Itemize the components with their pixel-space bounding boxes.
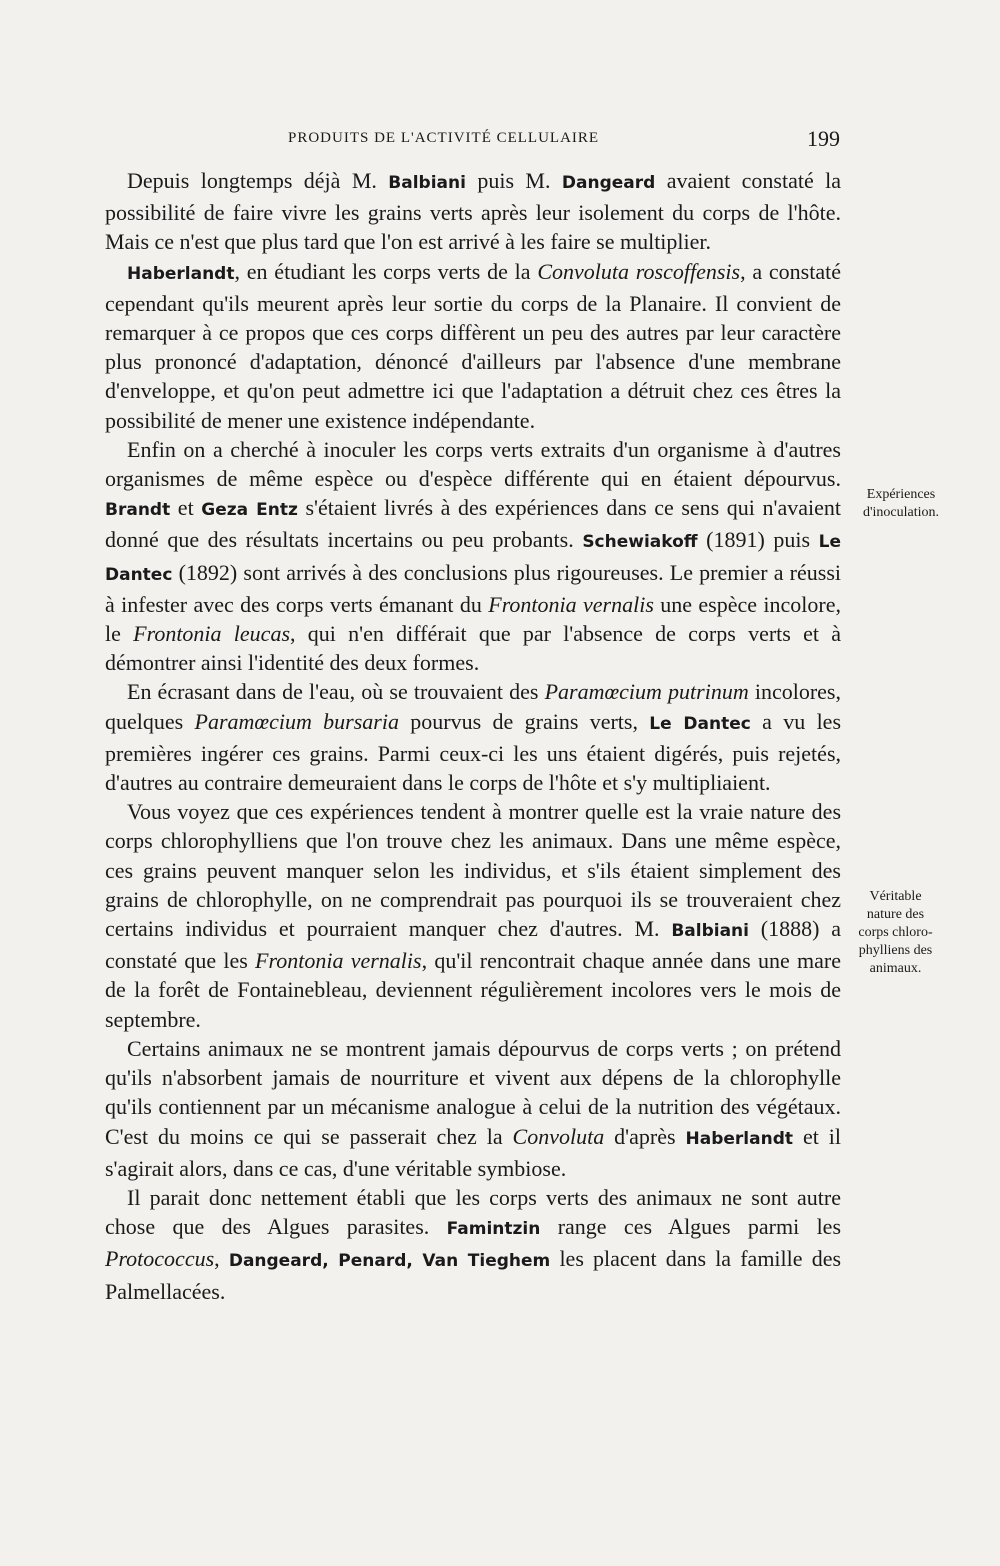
paragraph [105,677,841,797]
margin-note-line: phylliens des [858,943,933,958]
author-name: Famintzin [446,1219,541,1240]
text-run: Vous voyez que ces expériences tendent à montrer quelle est la vraie nature des corps chlorophylliens que l'on trouve chez les animaux. Dans une même espèce, ces grains peuvent manquer selon les individus, et s'ils étaient simplement des grains de chlorophylle, on ne comprendrait pas pourquoi ils se trouveraient chez certains individus et pourraient manquer chez d'autres. M. [105,799,841,942]
author-name: Le Dantec [105,532,842,585]
text-run: , qu'il rencontrait chaque année dans une mare de la forêt de Fontainebleau, deviennent régulièrement incolores vers le mois de septembre. [105,948,841,1032]
species-name: Protococcus [105,1246,215,1272]
text-run: avaient constaté la possibilité de faire vivre les grains verts après leur isolement du corps de l'hôte. Mais ce n'est que plus tard que l'on est arrivé à les faire se multiplier. [105,168,841,255]
author-name: Dangeard [561,173,656,193]
text-run: , en étudiant les corps verts de la [234,258,538,284]
author-name: Dangeard, Penard, Van Tieghem [228,1251,551,1272]
text-run: , a constaté cependant qu'ils meurent après leur sortie du corps de la Planaire. Il convient de remarquer à ce propos que ces corps diffèrent un peu des autres par leur caractère plus prononcé d'adaptation, dénoncé d'ailleurs par l'absence d'une membrane d'enveloppe, et qu'on peut admettre ici que l'adaptation a détruit chez ces êtres la possibilité de mener une existence indépendante. [105,258,841,433]
text-run: a vu les premières ingérer ces grains. Parmi ceux-ci les uns étaient digérés, puis rejetés, d'autres au contraire demeuraient dans le corps de l'hôte et s'y multipliaient. [105,708,842,796]
author-name: Schewiakoff [582,532,698,553]
text-run: , [214,1246,229,1272]
page-number: 199 [807,126,840,151]
margin-note-line: Expériences [866,487,936,502]
text-run: (1888) a constaté que les [105,916,842,974]
text-run: et [170,495,202,521]
paragraph [105,166,841,257]
margin-note-nature [828,888,963,978]
text-run: range ces Algues parmi les [540,1214,842,1240]
text-run: les placent dans la famille des Palmellacées. [105,1246,842,1304]
author-name: Le Dantec [649,713,751,734]
species-name: Convoluta [512,1123,605,1149]
margin-note-line: d'inoculation. [862,505,939,520]
author-name: Haberlandt [127,263,235,284]
running-title: PRODUITS DE L'ACTIVITÉ CELLULAIRE [288,130,600,146]
margin-note-line: Véritable [869,889,922,904]
author-name: Geza Entz [201,500,298,521]
text-run: Depuis longtemps déjà M. [127,168,389,193]
species-name: Convoluta roscoffensis [537,258,741,284]
text-run: En écrasant dans de l'eau, où se trouvaient des [127,679,545,705]
margin-note-line: corps chloro- [858,925,933,940]
paragraph [105,1183,841,1306]
text-run: (1892) sont arrivés à des conclusions plus rigoureuses. Le premier a réussi à infester avec des corps verts émanant du [105,559,841,617]
running-header [288,126,848,154]
margin-note-line: animaux. [869,961,922,976]
text-run: puis M. [465,168,562,193]
margin-note-line: nature des [866,907,925,922]
text-run: Il parait donc nettement établi que les corps verts des animaux ne sont autre chose que des Algues parasites. [105,1184,841,1240]
species-name: Frontonia leucas [133,621,291,647]
text-run: d'après [604,1123,686,1149]
species-name: Frontonia vernalis [255,948,422,974]
text-run: incolores, quelques [105,679,841,734]
text-run: une espèce incolore, le [105,591,841,647]
paragraph [105,435,841,678]
species-name: Paramœcium putrinum [544,679,749,705]
text-run: Enfin on a cherché à inoculer les corps verts extraits d'un organisme à d'autres organismes de même espèce ou d'espèce différente qui en étaient dépourvus. [105,436,841,492]
text-run: pourvus de grains verts, [398,708,650,734]
margin-note-inoculation [846,486,956,522]
text-run: (1891) puis [697,527,819,553]
author-name: Haberlandt [685,1128,793,1149]
author-name: Balbiani [671,921,749,942]
text-run: Certains animaux ne se montrent jamais dépourvus de corps verts ; on prétend qu'ils n'absorbent jamais de nourriture et vivent aux dépens de la chlorophylle qu'ils contiennent par un mécanisme analogue à celui de la nutrition des végétaux. C'est du moins ce qui se passerait chez la [105,1035,841,1149]
author-name: Brandt [105,500,171,521]
paragraph [105,1034,841,1183]
author-name: Balbiani [388,173,466,193]
text-run: s'étaient livrés à des expériences dans ce sens qui n'avaient donné que des résultats incertains ou peu probants. [105,495,841,553]
text-run: et il s'agirait alors, dans ce cas, d'une véritable symbiose. [105,1123,842,1181]
body-text [105,166,841,1306]
paragraph [105,797,841,1034]
paragraph [105,257,841,435]
text-run: , qui n'en différait que par l'absence de corps verts et à démontrer ainsi l'identité des deux formes. [105,621,841,676]
species-name: Frontonia vernalis [488,591,654,617]
species-name: Paramœcium bursaria [194,708,399,734]
